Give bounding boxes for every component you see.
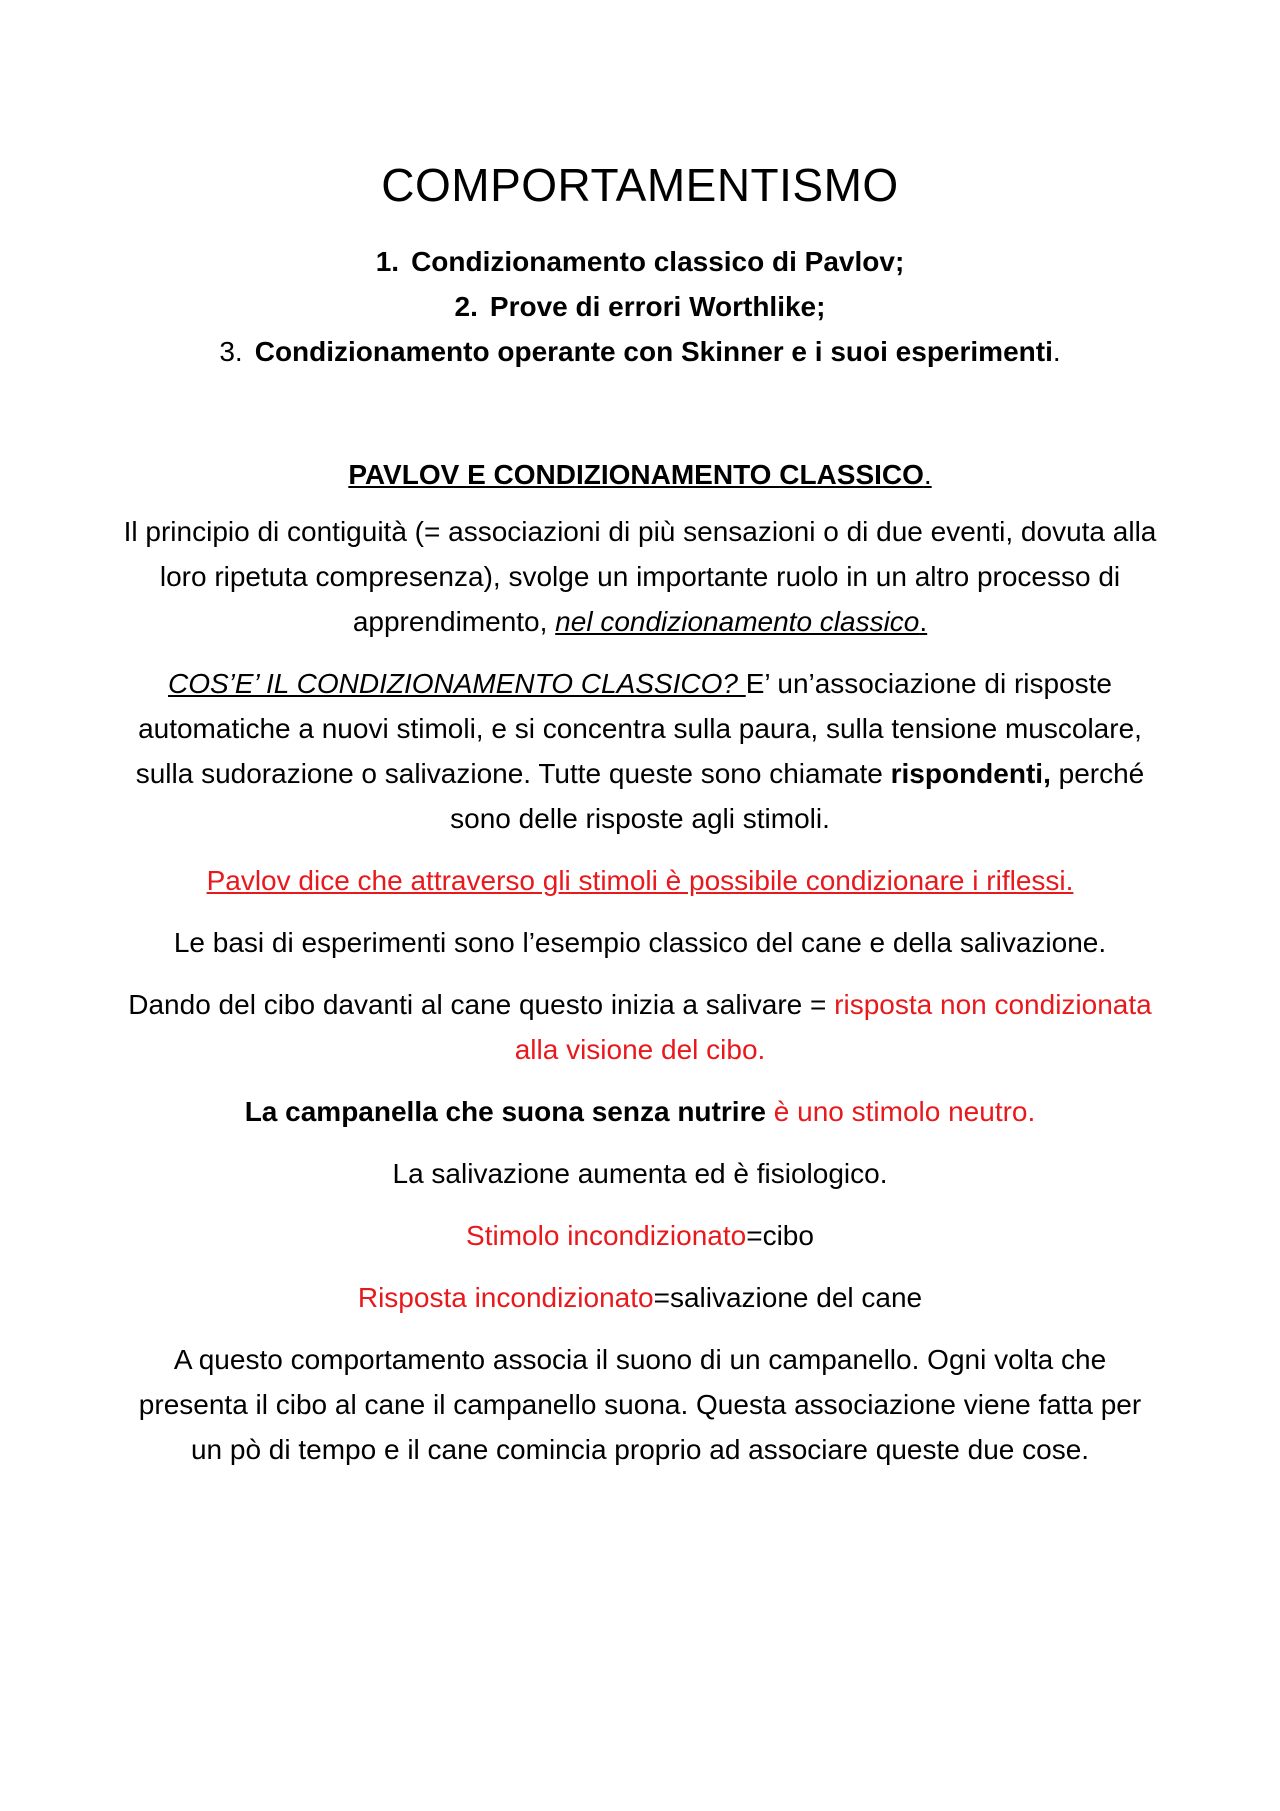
paragraph-text: E’ un’associazione di risposte automatiche a nuovi stimoli, e si concentra sulla paura, sulla tensione muscolare, sulla sudorazione o salivazione. Tutte queste sono chiamate xyxy=(135,668,1142,790)
paragraph-pavlov-claim xyxy=(120,858,1160,903)
paragraph-text: Il principio di contiguità (= associazioni di più sensazioni o di due eventi, dovuta alla loro ripetuta compresenza), svolge un importante ruolo in un altro processo di apprendimento, xyxy=(123,516,1157,638)
topic-item xyxy=(120,239,1160,284)
topic-item xyxy=(120,284,1160,329)
red-text: Stimolo incondizionato xyxy=(466,1220,747,1252)
topic-number: 2. xyxy=(454,291,478,323)
paragraph-response xyxy=(120,1275,1160,1320)
section-heading-suffix: . xyxy=(923,459,932,491)
bold-term: rispondenti, xyxy=(890,758,1051,790)
document-title: COMPORTAMENTISMO xyxy=(381,159,899,211)
paragraph-text: =cibo xyxy=(746,1220,814,1252)
paragraph-association: A questo comportamento associa il suono di un campanello. Ogni volta che presenta il cibo al cane il campanello suona. Questa associazione viene fatta per un pò di tempo e il cane comincia proprio ad associare queste due cose. xyxy=(138,1344,1142,1466)
highlight-text: Pavlov dice che attraverso gli stimoli è possibile condizionare i riflessi. xyxy=(206,865,1074,897)
question-text: COS’E’ IL CONDIZIONAMENTO CLASSICO? xyxy=(167,668,746,700)
topic-text: Prove di errori Worthlike; xyxy=(489,291,826,323)
section-heading-text: PAVLOV E CONDIZIONAMENTO CLASSICO xyxy=(348,459,924,491)
paragraph-experiment-basis: Le basi di esperimenti sono l’esempio classico del cane e della salivazione. xyxy=(173,927,1107,959)
topic-text: Condizionamento operante con Skinner e i suoi esperimenti xyxy=(254,336,1053,368)
red-text: Risposta incondizionato xyxy=(357,1282,654,1314)
paragraph-text: Dando del cibo davanti al cane questo inizia a salivare = xyxy=(128,989,835,1021)
topic-number: 3. xyxy=(219,336,243,368)
paragraph-bell xyxy=(120,1089,1160,1134)
paragraph-text: perché sono delle risposte agli stimoli. xyxy=(450,758,1145,835)
topic-suffix: . xyxy=(1052,336,1061,368)
paragraph-text: =salivazione del cane xyxy=(653,1282,923,1314)
paragraph-food-response xyxy=(120,982,1160,1072)
paragraph-contiguity xyxy=(120,509,1160,644)
topic-text: Condizionamento classico di Pavlov; xyxy=(411,246,905,278)
topic-list xyxy=(120,239,1160,374)
topic-number: 1. xyxy=(375,246,400,278)
document-content xyxy=(120,158,1160,1489)
emphasis-text: nel condizionamento classico xyxy=(555,606,920,638)
red-text: è uno stimolo neutro. xyxy=(766,1096,1036,1128)
paragraph-end: . xyxy=(919,606,928,638)
paragraph-salivation: La salivazione aumenta ed è fisiologico. xyxy=(392,1158,888,1190)
red-text: risposta non condizionata alla visione del cibo. xyxy=(514,989,1152,1066)
bold-text: La campanella che suona senza nutrire xyxy=(244,1096,766,1128)
section-heading xyxy=(120,452,1160,497)
paragraph-stimulus xyxy=(120,1213,1160,1258)
paragraph-definition xyxy=(120,661,1160,841)
topic-item xyxy=(120,329,1160,374)
